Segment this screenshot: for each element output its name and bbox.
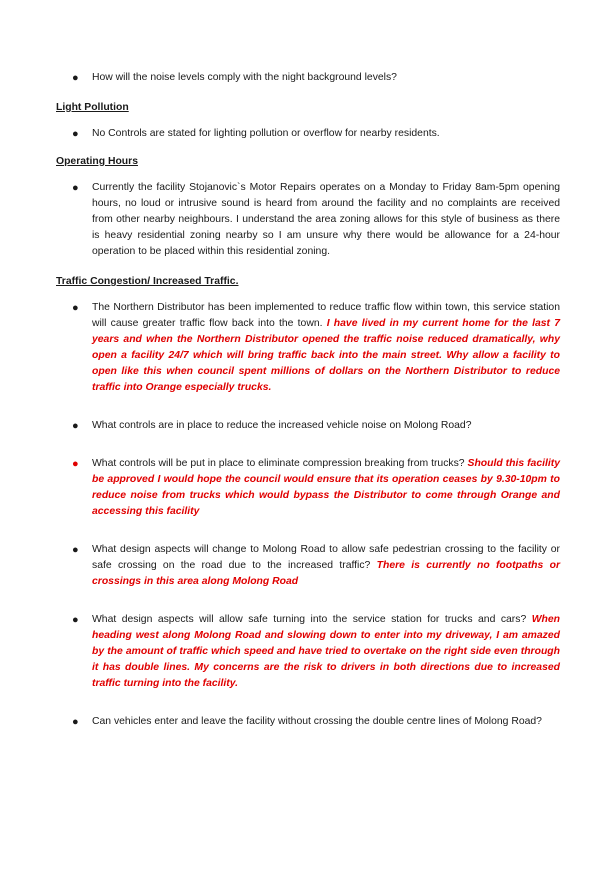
bullet-safe-turning: [56, 612, 560, 692]
bullet-dot: ●: [72, 182, 79, 194]
bullet-dot: ●: [72, 72, 79, 84]
bullet-text: What design aspects will allow safe turning into the service station for trucks and cars?: [92, 614, 532, 625]
bullet-double-lines: [56, 714, 560, 730]
bullet-red-comment: There is currently no footpaths or crossings in this area along Molong Road: [92, 560, 560, 587]
bullet-dot: ●: [72, 614, 79, 626]
bullet-pedestrian-crossing: [56, 542, 560, 590]
bullet-text: How will the noise levels comply with the night background levels?: [92, 72, 397, 83]
bullet-text: No Controls are stated for lighting pollution or overflow for nearby residents.: [92, 128, 440, 139]
bullet-vehicle-noise: [56, 418, 560, 434]
heading-operating-hours: Operating Hours: [56, 156, 138, 167]
bullet-northern-distributor: [56, 300, 560, 396]
bullet-dot: ●: [72, 716, 79, 728]
bullet-text: What design aspects will change to Molong Road to allow safe pedestrian crossing to the facility or safe crossing on the road due to the increased traffic?: [92, 544, 560, 571]
heading-traffic: Traffic Congestion/ Increased Traffic.: [56, 276, 239, 287]
bullet-dot: ●: [72, 458, 79, 470]
bullet-dot: ●: [72, 128, 79, 140]
bullet-dot: ●: [72, 302, 79, 314]
bullet-dot: ●: [72, 544, 79, 556]
bullet-text: Currently the facility Stojanovic`s Motor Repairs operates on a Monday to Friday 8am-5pm opening hours, no loud or intrusive sound is heard from around the facility and no complaints are received from other nearby neighbours. I understand the area zoning allows for this style of business as there is heavy residential zoning nearby so I am unsure why there would be allowance for a 24-hour operation to be placed within this residential zoning.: [92, 182, 560, 257]
bullet-dot: ●: [72, 420, 79, 432]
bullet-text: What controls are in place to reduce the increased vehicle noise on Molong Road?: [92, 420, 472, 431]
bullet-noise-levels: [56, 70, 560, 86]
bullet-text: Can vehicles enter and leave the facility without crossing the double centre lines of Molong Road?: [92, 716, 542, 727]
bullet-lighting: [56, 126, 560, 142]
heading-light-pollution: Light Pollution: [56, 102, 129, 113]
bullet-operating-hours: [56, 180, 560, 260]
bullet-text: What controls will be put in place to eliminate compression breaking from trucks?: [92, 458, 468, 469]
bullet-compression-braking: [56, 456, 560, 520]
bullet-text: The Northern Distributor has been implemented to reduce traffic flow within town, this service station will cause greater traffic flow back into the town.: [92, 302, 560, 329]
bullet-red-comment: When heading west along Molong Road and slowing down to enter into my driveway, I am amazed by the amount of traffic which speed and have tried to overtake on the right side even through it has double lines. My concerns are the risk to drivers in both directions due to increased traffic turning into the facility.: [92, 614, 560, 689]
bullet-red-comment: Should this facility be approved I would hope the council would ensure that its operation ceases by 9.30-10pm to reduce noise from trucks which would bypass the Distributor to come through Orange and accessing this facility: [92, 458, 560, 517]
bullet-red-comment: I have lived in my current home for the last 7 years and when the Northern Distributor opened the traffic noise reduced dramatically, why open a facility 24/7 which will bring traffic back into the main street. Why allow a facility to open like this when council spent millions of dollars on the Northern Distributor to reduce traffic into Orange especially trucks.: [92, 318, 561, 393]
